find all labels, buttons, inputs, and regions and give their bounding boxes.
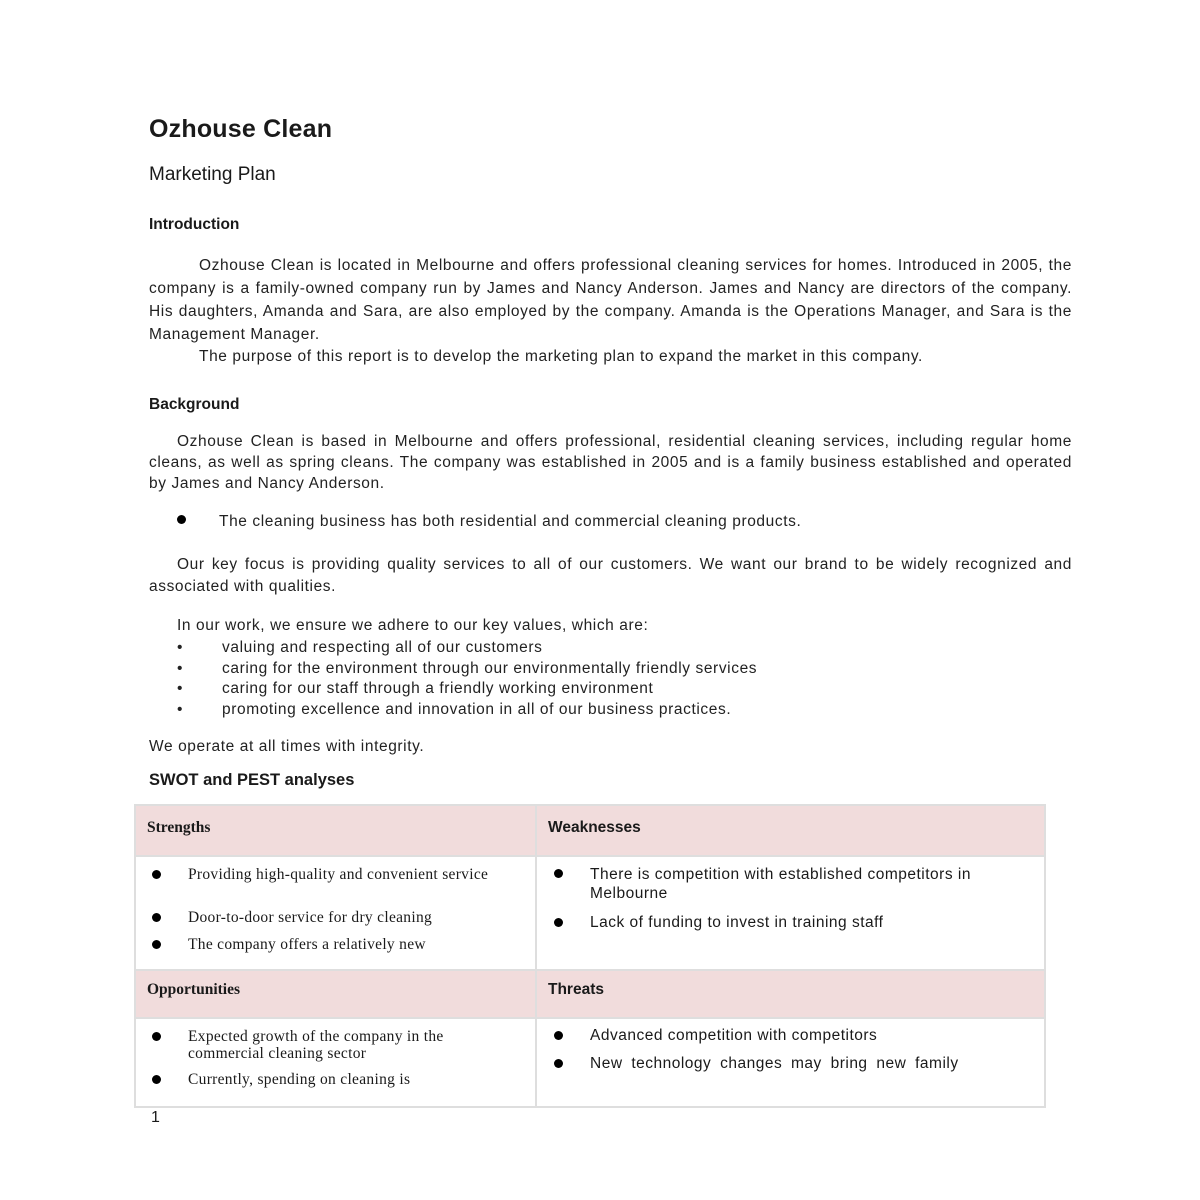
bullet-icon <box>177 515 186 524</box>
bullet-icon: • <box>177 639 184 656</box>
weaknesses-item: There is competition with established competitors in Melbourne <box>590 865 1035 903</box>
list-item: • caring for our staff through a friendly working environment <box>177 679 757 700</box>
background-paragraph: Ozhouse Clean is based in Melbourne and offers professional, residential cleaning services, including regular home cleans, as well as spring cleans. The company was established in 2005 and is a family business established and operated by James and Nancy Anderson. <box>149 433 1072 492</box>
bullet-icon <box>554 918 563 927</box>
bullet-icon <box>554 869 563 878</box>
bullet-icon <box>554 1031 563 1040</box>
threats-item: New technology changes may bring new family <box>590 1055 1035 1072</box>
opportunities-label: Opportunities <box>147 981 241 998</box>
strengths-item: Providing high-quality and convenient service <box>188 866 518 883</box>
swot-row-divider <box>136 855 1044 857</box>
threats-label: Threats <box>548 981 604 998</box>
swot-row-divider <box>136 1017 1044 1019</box>
list-item: • promoting excellence and innovation in all of our business practices. <box>177 700 757 721</box>
opportunities-item: Currently, spending on cleaning is <box>188 1071 518 1088</box>
background-bullet <box>177 513 801 531</box>
page-number: 1 <box>151 1109 160 1126</box>
introduction-paragraph-1: Ozhouse Clean is located in Melbourne and offers professional cleaning services for homes. Introduced in 2005, the company is a family-owned company run by James and Nancy Anderson. James and Nancy are directors of the company. His daughters, Amanda and Sara, are also employed by the company. Amanda is the Operations Manager, and Sara is the Management Manager. <box>149 257 1072 343</box>
bullet-icon: • <box>177 680 184 698</box>
values-list <box>177 638 757 720</box>
bullet-icon <box>152 1075 161 1084</box>
bullet-icon <box>152 913 161 922</box>
bullet-icon: • <box>177 700 184 718</box>
bullet-icon: • <box>177 659 184 677</box>
values-lead: In our work, we ensure we adhere to our key values, which are: <box>177 617 649 634</box>
swot-heading: SWOT and PEST analyses <box>149 771 355 789</box>
swot-column-divider <box>535 804 537 1108</box>
document-subtitle: Marketing Plan <box>149 164 276 185</box>
weaknesses-item: Lack of funding to invest in training staff <box>590 914 1035 931</box>
bullet-icon <box>152 1032 161 1041</box>
opportunities-item: Expected growth of the company in the commercial cleaning sector <box>188 1028 518 1062</box>
document-title: Ozhouse Clean <box>149 115 333 143</box>
integrity-statement: We operate at all times with integrity. <box>149 738 425 755</box>
background-heading: Background <box>149 396 240 413</box>
introduction-heading: Introduction <box>149 216 240 233</box>
strengths-item: The company offers a relatively new <box>188 936 518 953</box>
bullet-icon <box>152 870 161 879</box>
bullet-icon <box>152 940 161 949</box>
list-item: • caring for the environment through our environmentally friendly services <box>177 659 757 680</box>
list-item: • valuing and respecting all of our customers <box>177 638 757 659</box>
strengths-item: Door-to-door service for dry cleaning <box>188 909 518 926</box>
background-bullet-text: The cleaning business has both residential and commercial cleaning products. <box>219 513 802 530</box>
weaknesses-label: Weaknesses <box>548 819 641 836</box>
strengths-label: Strengths <box>147 819 211 836</box>
introduction-paragraph-2: The purpose of this report is to develop the marketing plan to expand the market in this company. <box>199 348 923 365</box>
threats-item: Advanced competition with competitors <box>590 1027 1035 1044</box>
bullet-icon <box>554 1059 563 1068</box>
focus-paragraph: Our key focus is providing quality services to all of our customers. We want our brand to be widely recognized and associated with qualities. <box>149 556 1072 595</box>
